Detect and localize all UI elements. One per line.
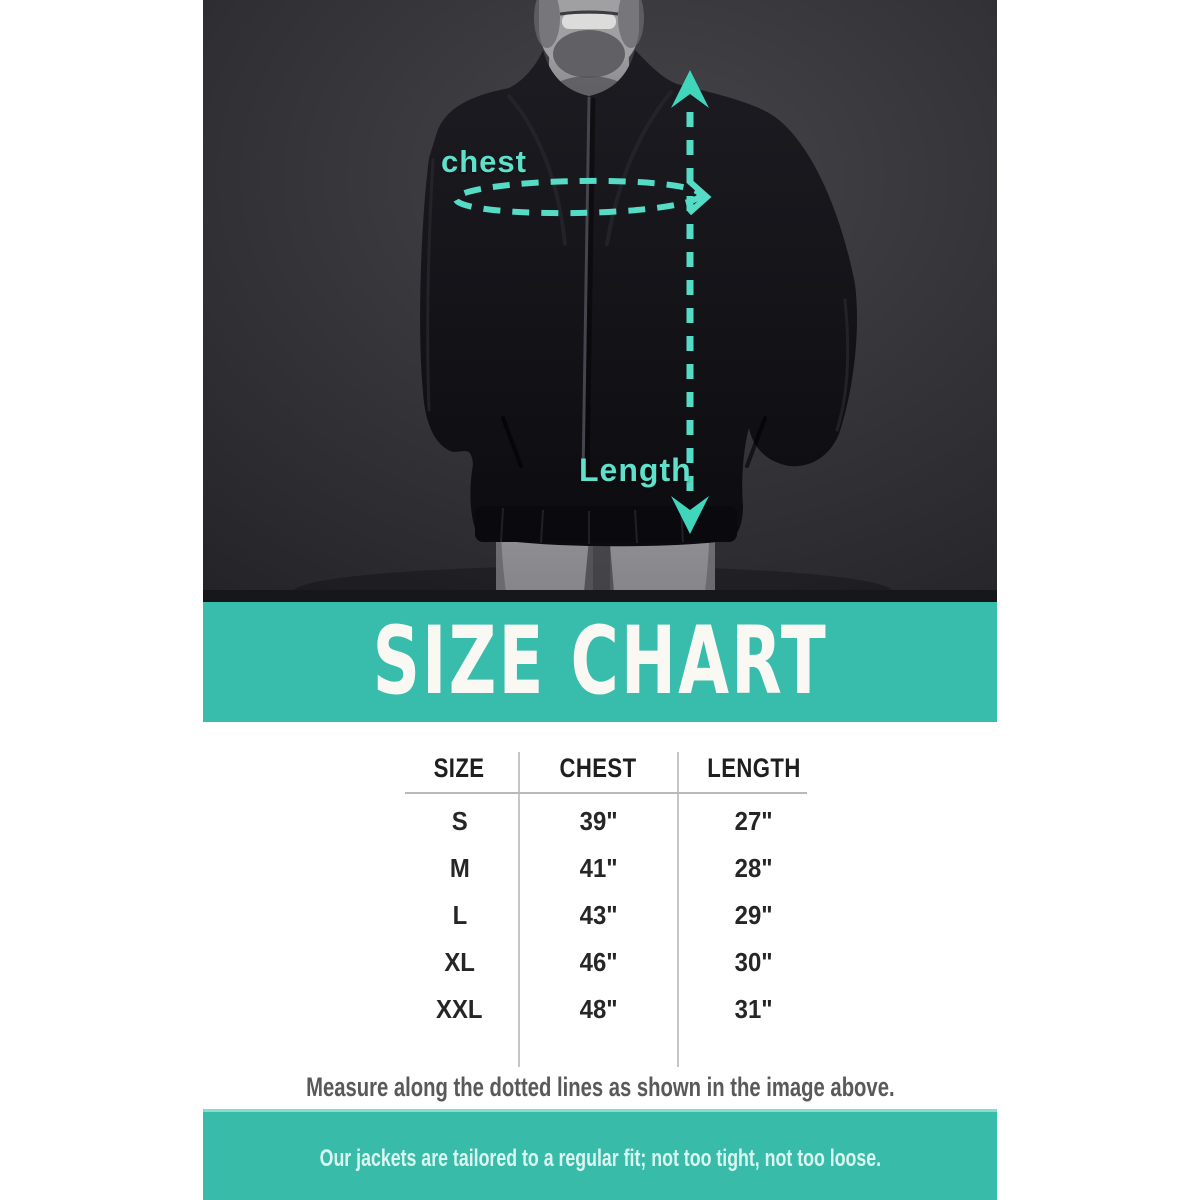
photo-bottom-strip	[203, 590, 997, 602]
table-row: XXL 48" 31"	[436, 994, 773, 1024]
footer-banner	[203, 1109, 997, 1200]
footer-text: Our jackets are tailored to a regular fit; not too tight, not too loose.	[319, 1145, 881, 1172]
size-chart-banner	[203, 602, 997, 722]
table-body	[400, 798, 830, 1033]
banner-title: SIZE CHART	[372, 607, 828, 716]
stubble-chin	[553, 30, 625, 78]
header-underline	[405, 792, 807, 794]
table-section	[203, 722, 997, 1109]
content-column	[203, 0, 997, 1200]
smile	[562, 14, 616, 29]
table-header-row	[400, 744, 830, 792]
table-row: M 41" 28"	[449, 853, 773, 883]
length-label: Length	[579, 452, 692, 488]
size-table	[400, 744, 830, 1067]
header-size: SIZE	[434, 752, 485, 783]
photo-scene	[203, 0, 997, 602]
table-row: S 39" 27"	[451, 806, 773, 836]
header-length: LENGTH	[707, 752, 801, 783]
product-photo	[203, 0, 997, 602]
table-row: XL 46" 30"	[444, 947, 773, 977]
measure-note: Measure along the dotted lines as shown in the image above.	[305, 1072, 895, 1102]
header-chest: CHEST	[559, 752, 638, 783]
chest-label: chest	[441, 144, 527, 179]
table-row: L 43" 29"	[452, 900, 773, 930]
